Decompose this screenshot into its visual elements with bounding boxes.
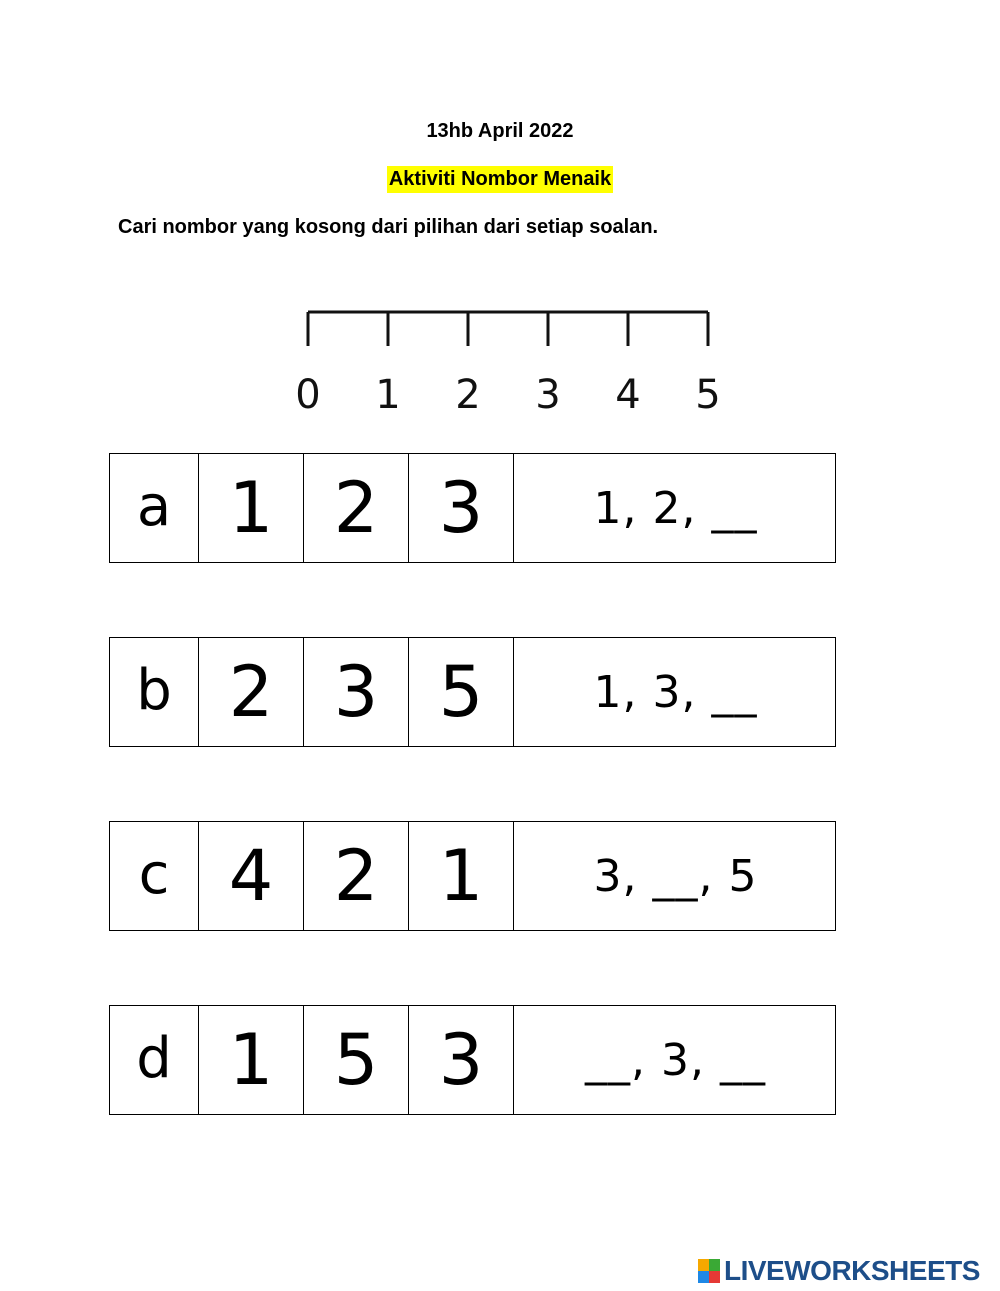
worksheet-title: Aktiviti Nombor Menaik	[387, 166, 613, 193]
number-line	[280, 290, 730, 430]
sequence-answer-area[interactable]: 1, 2, __	[593, 482, 758, 534]
choice-box[interactable]: 5	[304, 1006, 409, 1114]
question-letter: a	[110, 454, 199, 562]
number-line-label: 0	[295, 372, 321, 418]
question-row-d	[109, 1005, 836, 1115]
choice-box[interactable]: 1	[199, 1006, 304, 1114]
brand-name: LIVEWORKSHEETS	[724, 1255, 980, 1286]
choice-box[interactable]: 4	[199, 822, 304, 930]
choice-box[interactable]: 1	[199, 454, 304, 562]
instruction-text: Cari nombor yang kosong dari pilihan dari setiap soalan.	[118, 216, 659, 238]
question-letter: c	[110, 822, 199, 930]
number-line-label: 1	[375, 372, 401, 418]
question-row-a	[109, 453, 836, 563]
choice-box[interactable]: 1	[409, 822, 514, 930]
worksheet-date: 13hb April 2022	[426, 120, 574, 142]
sequence-answer-area[interactable]: 1, 3, __	[593, 666, 758, 718]
choice-box[interactable]: 3	[409, 454, 514, 562]
choice-box[interactable]: 3	[304, 638, 409, 746]
question-row-c	[109, 821, 836, 931]
footer-brand	[698, 1255, 980, 1287]
number-line-label: 3	[535, 372, 561, 418]
sequence-answer-area[interactable]: __, 3, __	[585, 1034, 766, 1086]
choice-box[interactable]: 2	[199, 638, 304, 746]
number-line-label: 2	[455, 372, 481, 418]
question-letter: b	[110, 638, 199, 746]
sequence-answer-area[interactable]: 3, __, 5	[593, 850, 758, 902]
choice-box[interactable]: 3	[409, 1006, 514, 1114]
number-line-label: 5	[695, 372, 721, 418]
number-line-label: 4	[615, 372, 641, 418]
question-letter: d	[110, 1006, 199, 1114]
choice-box[interactable]: 5	[409, 638, 514, 746]
liveworksheets-logo-icon	[698, 1259, 720, 1283]
title-container	[0, 166, 1000, 193]
question-row-b	[109, 637, 836, 747]
choice-box[interactable]: 2	[304, 822, 409, 930]
choice-box[interactable]: 2	[304, 454, 409, 562]
